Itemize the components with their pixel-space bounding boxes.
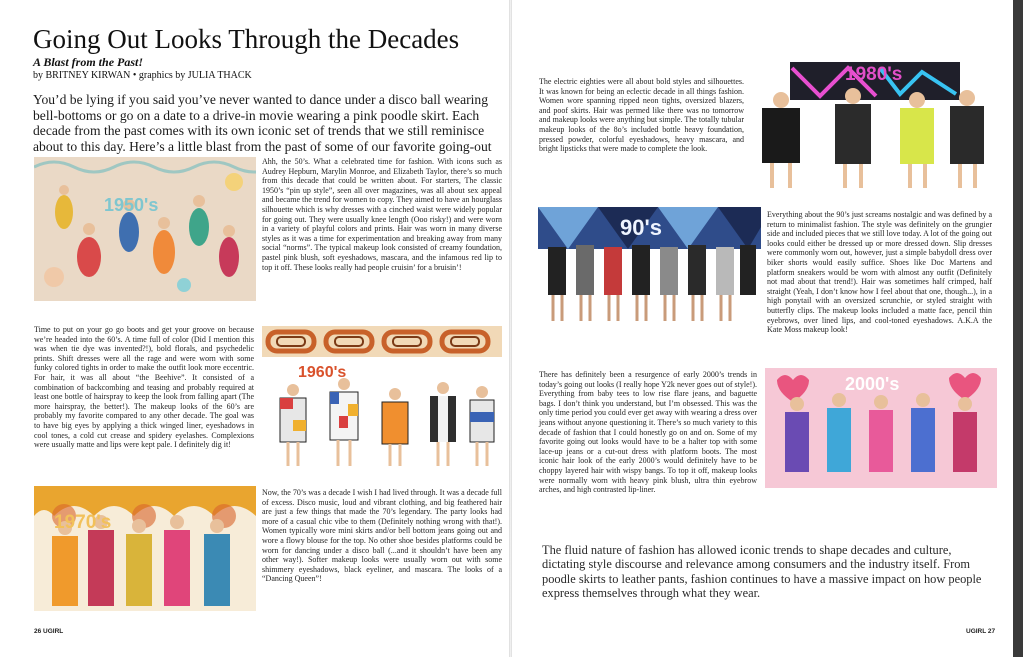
nineties-label: 90's (620, 215, 662, 240)
fifties-artwork (34, 157, 256, 301)
sixties-text: Time to put on your go go boots and get your groove on because we’re headed into the 60’s. A time full of color (Did I mention this was when tie dye was invented?!), bold florals, and psychedelic prints. Shift dresses were all the rage and were worn with some funky colored tights in order to make the outfit look more eccentric. For hair, it was all about “the Beehive”. It consisted of a combination of backcombing and teasing and probably required at least one bottle of hairspray to keep the look from falling apart (The more hairspray, the better!). The makeup looks of the 60’s are probably my favorite compared to any other decade. The goal was to have big eyes by applying a thick winged liner, eyeshadows in cool tones, a cold cut crease and spidery eyelashes. Complexions were usually matte and lips were kept pale. I definitely dig it! (34, 325, 254, 450)
fifties-label: 1950's (104, 195, 159, 215)
eighties-text: The electric eighties were all about bold styles and silhouettes. It was known for being an eclectic decade in all things fashion. Women wore spanning ripped neon tights, oversized blazers, and poof skirts. Hair was permed like there was no tomorrow and makeup looks were anything but simple. The totally tubular makeup looks of the 8o’s included bottle heavy foundation, pressed powder, colorful eyeshadows, heavy mascara, and bright lipsticks that were made to complete the look. (539, 77, 744, 154)
folio-right: UGIRL 27 (966, 628, 996, 635)
sixties-illustration (262, 362, 502, 474)
eighties-illustration (750, 58, 997, 191)
fifties-text: Ahh, the 50’s. What a celebrated time for fashion. With icons such as Audrey Hepburn, Marylin Monroe, and Elizabeth Taylor, there’s so much from this decade that could be written about. For starters, The classic 1950’s “pin up style”, seen all over magazines, was all about sex appeal and became the trend for women to copy. They aimed to have an hourglass silhouette which is why dresses with a cinched waist were widely popular for going out. They were usually knee length (Ooo risky!) and were worn in a variety of playful colors and prints. Hair was worn in many diverse styles as it was a time for experimentation and breaking away from many social “norms”. The typical makeup look consisted of creamy foundation, pastel pink blush, soft eyeshadows, mascara, and the infamous red lip to top it off. These looks really had people cruisin’ for a bruisin’! (262, 157, 502, 272)
sixties-pattern (262, 326, 502, 357)
article-subtitle: A Blast from the Past! (33, 55, 144, 69)
nineties-illustration (538, 207, 761, 324)
folio-left: 26 UGIRL (34, 628, 64, 635)
seventies-label: 1970's (54, 512, 112, 533)
viewer-edge (1013, 0, 1023, 657)
seventies-artwork (34, 486, 256, 611)
page-gutter (509, 0, 512, 657)
article-byline: by BRITNEY KIRWAN • graphics by JULIA THACK (33, 70, 252, 81)
article-intro: You’d be lying if you said you’ve never wanted to dance under a disco ball wearing bell-bottoms or go on a date to a drive-in movie wearing a pink poodle skirt. Each decade from the past comes with its own iconic set of trends that we still reminisce about to this day. Here’s a little blast from the past of some of our favorite going-out (33, 92, 492, 154)
nineties-text: Everything about the 90’s just screams nostalgic and was defined by a return to minimalist fashion. The style was definitely on the grungier side and included pieces that we still love today. A lot of the going out looks could either be dressed up or more dressed down. Slip dresses were commonly worn out, however, just a simple babydoll dress over biker shorts would easily suffice. Shoes like Doc Martens and platform sneakers would be worn with almost any outfit (Definitely not mad about that trend!). Hair was sometimes half crimped, half straight (Yeah, I don’t know how I feel about that one, though...), in a high ponytail with an oversized scrunchie, or styled straight with butterfly clips. The makeup looks included a matte face, pencil thin eyebrows, over lined lips, and cool-toned eyeshadows. A.K.A the Kate Moss makeup look! (767, 210, 992, 335)
eighties-label: 1980's (845, 64, 903, 85)
twothousands-text: There has definitely been a resurgence of early 2000’s trends in today’s going out looks (I really hope Y2k never goes out of style!). Everything from baby tees to low rise flare jeans, and baguette bags. I don’t think you understand, but I’m obsessed. This was the only time period you could ever get away with wearing a dress over jeans without anyone questioning it. There’s so much variety to this decade of fashion that I could honestly go on and on. Some of my favorite going out looks would have to be a halter top with some lace-up jeans or a cut-out dress with platform boots. The most iconic hair look of the early 2000’s would definitely have to be choppy layered hair with wispy bangs. To top it off, makeup looks were normally worn with heavy pink blush, ultra thin eyebrow arches, and high contrasted lip-liner. (539, 370, 757, 495)
article-outro: The fluid nature of fashion has allowed iconic trends to shape decades and culture, dictating style discourse and relevance among consumers and the industry itself. From poodle skirts to leather pants, fashion continues to have a massive impact on how people express themselves through what they wear. (542, 543, 982, 601)
seventies-text: Now, the 70’s was a decade I wish I had lived through. It was a decade full of excess. Disco music, loud and vibrant clothing, and big feathered hair are just a few things that made the 70’s legendary. The party looks had more of a casual chic vibe to them (Definitely nothing wrong with that!). Women typically wore mini skirts and/or bell bottom jeans going out and wore a flowy blouse for the top. No other shoe besides platforms could be worn for dancing under a disco ball (...and it shouldn’t have been any other way!). Softer makeup looks were usually worn out with some shimmery eyeshadows, black eyeliner, and mascara. The looks of a “Dancing Queen”! (262, 488, 502, 584)
seventies-illustration (34, 486, 256, 611)
article-title: Going Out Looks Through the Decades (33, 24, 460, 54)
fifties-illustration (34, 157, 256, 301)
twothousands-illustration (765, 368, 997, 488)
twothousands-label: 2000's (845, 374, 900, 394)
sixties-label: 1960's (298, 364, 347, 381)
sixties-pattern-banner (262, 326, 502, 357)
